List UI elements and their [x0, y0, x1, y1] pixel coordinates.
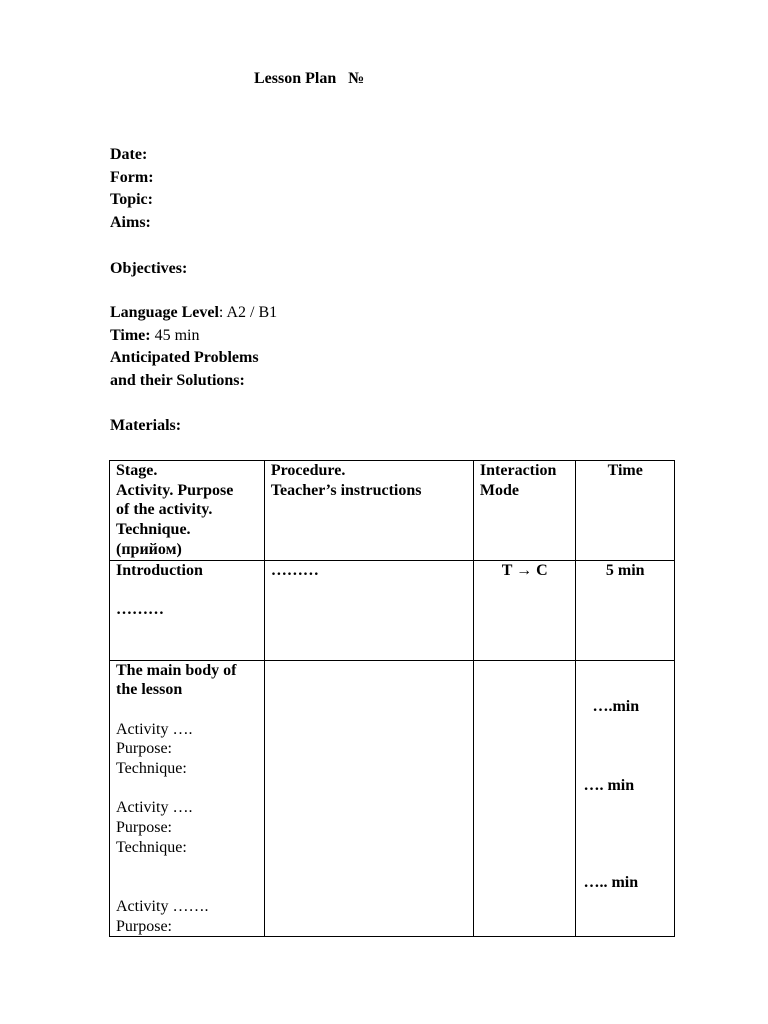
stage-header-line: Activity. Purpose [116, 481, 234, 499]
intro-interaction-cell [473, 560, 576, 660]
anticipated-solutions-label: and their Solutions: [110, 372, 245, 389]
intro-stage-dots: ……… [116, 600, 164, 618]
purpose-3-label: Purpose: [116, 917, 172, 935]
form-label: Form: [110, 169, 154, 186]
technique-1-label: Technique: [116, 760, 187, 778]
time-label: Time: [110, 327, 151, 344]
stage-header-line: Technique. [116, 521, 191, 539]
intro-time-cell [576, 560, 675, 660]
time-field [110, 326, 199, 346]
time-value: 45 min [150, 327, 200, 344]
procedure-header-cell [264, 461, 473, 561]
interaction-header-line: Interaction [479, 462, 557, 479]
purpose-1-label: Purpose: [116, 740, 172, 758]
spacer [116, 580, 258, 600]
purpose-2-label: Purpose: [116, 819, 172, 837]
main-body-title: The main body of [116, 661, 237, 679]
main-stage-cell [110, 660, 265, 937]
activity-2-label: Activity …. [116, 799, 193, 817]
table-header-row [110, 461, 675, 561]
interaction-header-cell [473, 461, 576, 561]
intro-interaction-mode: T → C [501, 561, 548, 579]
activity-3-time: ….. min [583, 873, 639, 891]
stage-header-line: Stage. [116, 462, 158, 479]
materials-label: Materials: [110, 417, 182, 434]
intro-procedure-cell [264, 560, 473, 660]
activity-2-time: …. min [583, 776, 635, 794]
language-level-value: : A2 / B1 [218, 304, 278, 321]
interaction-header-line: Mode [479, 481, 520, 499]
activity-1-time: ….min [592, 697, 640, 715]
intro-time-value: 5 min [605, 561, 645, 579]
objectives-label: Objectives: [110, 260, 188, 277]
language-level-label: Language Level [110, 304, 219, 321]
intro-procedure-dots: ……… [270, 561, 319, 579]
stage-header-cell [110, 461, 265, 561]
activity-3-label: Activity ……. [116, 897, 209, 915]
main-procedure-cell [264, 660, 473, 937]
main-body-title: the lesson [116, 681, 183, 699]
date-label: Date: [110, 146, 148, 163]
table-row-main-body [110, 660, 675, 937]
main-time-cell [576, 660, 675, 937]
page-title: Lesson Plan № [254, 70, 365, 87]
intro-stage-label: Introduction [116, 561, 203, 579]
procedure-header-line: Procedure. [270, 462, 346, 479]
main-time-wrap [576, 661, 674, 935]
main-interaction-cell [473, 660, 576, 937]
stage-header-line: of the activity. [116, 501, 213, 519]
table-row-introduction [110, 560, 675, 660]
anticipated-problems-label: Anticipated Problems [110, 349, 259, 366]
procedure-header-line: Teacher’s instructions [270, 481, 422, 499]
lesson-plan-table [109, 460, 675, 937]
spacer [116, 877, 258, 897]
language-level-field [110, 303, 277, 323]
spacer [116, 700, 258, 720]
spacer [116, 779, 258, 799]
stage-header-line: (прийом) [116, 540, 182, 558]
time-header-label: Time [607, 462, 643, 479]
topic-label: Topic: [110, 191, 153, 208]
technique-2-label: Technique: [116, 838, 187, 856]
time-header-cell [576, 461, 675, 561]
aims-label: Aims: [110, 214, 151, 231]
spacer [116, 858, 258, 878]
activity-1-label: Activity …. [116, 720, 193, 738]
intro-stage-cell [110, 560, 265, 660]
